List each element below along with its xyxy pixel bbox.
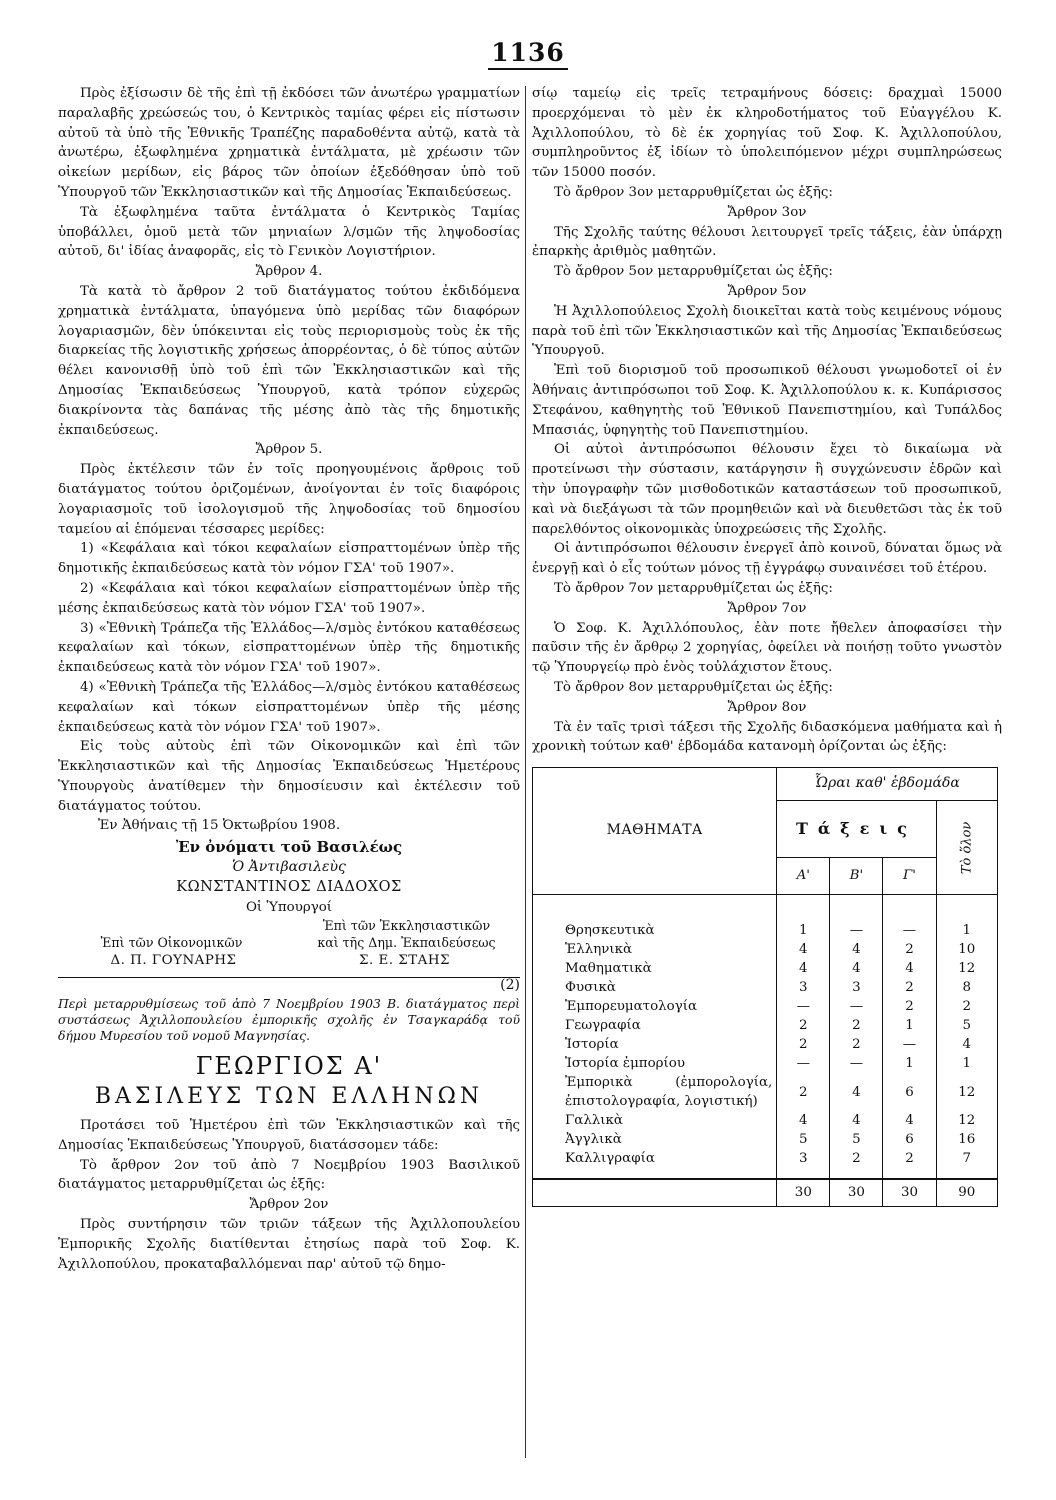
page-number-rule: [488, 68, 568, 70]
subjects-table-wrap: [532, 767, 1002, 1207]
subject-cell: Ἐμπορευματολογία: [533, 997, 777, 1016]
table-row: [533, 1073, 998, 1111]
decree-number: (2): [500, 977, 520, 994]
list-item: 4) «Ἐθνικὴ Τράπεζα τῆς Ἑλλάδος—λ/σμὸς ἐντόκου καταθέσεως κεφαλαίων καὶ τόκων εἰσπραττομένων ὑπὲρ τῆς μέσης ἐκπαιδεύσεως κατὰ τὸν νόμον ΓΣΑ' τοῦ 1907».: [58, 679, 520, 735]
paragraph: Πρὸς ἐκτέλεσιν τῶν ἐν τοῖς προηγουμένοις ἄρθροις τοῦ διατάγματος τούτου ὁριζομένων, ἀνοίγονται ἐν τοῖς διαφόροις λογαριασμοῖς τοῦ ἰσολογισμοῦ τῆς ληψοδοσίας τοῦ δημοσίου ταμείου αἱ ἑπόμεναι τέσσαρες μερίδες:: [58, 462, 520, 537]
hours-header: Ὧραι καθ' ἑβδομάδα: [777, 768, 998, 801]
table-row: [533, 1130, 998, 1149]
class-b-cell: 2: [830, 1035, 883, 1054]
paragraph: Τῆς Σχολῆς ταύτης θέλουσι λειτουργεῖ τρεῖς τάξεις, ἐὰν ὑπάρχῃ ἐπαρκὴς ἀριθμὸς μαθητῶν.: [532, 224, 1002, 260]
class-b-cell: —: [830, 921, 883, 940]
paragraph: Τὸ ἄρθρον 2ον τοῦ ἀπὸ 7 Νοεμβρίου 1903 Βασιλικοῦ διατάγματος μεταρρυθμίζεται ὡς ἑξῆς:: [58, 1157, 520, 1193]
class-b-cell: —: [830, 997, 883, 1016]
paragraph: Οἱ ἀντιπρόσωποι θέλουσιν ἐνεργεῖ ἀπὸ κοινοῦ, δύναται ὅμως νὰ ἐνεργῇ καὶ ὁ εἷς τούτων μόνος τῇ ἐγγράφῳ συναινέσει τοῦ ἑτέρου.: [532, 541, 1002, 577]
table-spacer-row: [533, 895, 998, 922]
column-divider: [525, 86, 526, 1458]
total-cell: 10: [936, 940, 997, 959]
list-item: 1) «Κεφάλαια καὶ τόκοι κεφαλαίων εἰσπραττομένων ὑπὲρ τῆς δημοτικῆς ἐκπαιδεύσεως κατὰ τὸν νόμον ΓΣΑ' τοῦ 1907».: [58, 541, 520, 577]
total-header: [936, 801, 997, 895]
in-name-of-king: Ἐν ὀνόματι τοῦ Βασιλέως: [175, 838, 403, 857]
paragraph: Ἐπὶ τοῦ διορισμοῦ τοῦ προσωπικοῦ θέλουσι γνωμοδοτεῖ οἱ ἐν Ἀθήναις ἀντιπρόσωποι τοῦ Σοφ. Κ. Ἀχιλλοπούλου κ. κ. Κυπάρισσος Στεφάνου, καθηγητὴς τοῦ Ἐθνικοῦ Πανεπιστημίου, καὶ Τυπάλδος Μπασιάς, ὑφηγητὴς τοῦ Πανεπιστημίου.: [532, 363, 1002, 438]
total-cell: 12: [936, 1111, 997, 1130]
class-c-cell: —: [883, 1035, 936, 1054]
ministers-label: Οἱ Ὑπουργοί: [245, 899, 333, 915]
subject-cell: Ἱστορία: [533, 1035, 777, 1054]
paragraph: Τὰ ἐν ταῖς τρισὶ τάξεσι τῆς Σχολῆς διδασκόμενα μαθήματα καὶ ἡ χρονικὴ τούτων καθ' ἑβδομάδα κατανομὴ ὁρίζονται ὡς ἑξῆς:: [532, 719, 1002, 755]
page-number: 1136: [491, 38, 565, 67]
total-cell: 1: [936, 1054, 997, 1073]
class-a-cell: —: [777, 997, 830, 1016]
subject-cell: Ἑλληνικὰ: [533, 940, 777, 959]
total-cell: 16: [936, 1130, 997, 1149]
signature-title: Ἐπὶ τῶν Οἰκονομικῶν: [100, 935, 243, 951]
total-a: 30: [777, 1179, 830, 1207]
decree-title: Περὶ μεταρρυθμίσεως τοῦ ἀπὸ 7 Νοεμβρίου 1903 Β. διατάγματος περὶ συστάσεως Ἀχιλλοπουλείου ἐμπορικῆς σχολῆς ἐν Τσαγκαράδᾳ τοῦ δήμου Μυρεσίου τοῦ νομοῦ Μαγνησίας.: [58, 996, 520, 1044]
list-item: 3) «Ἐθνικὴ Τράπεζα τῆς Ἑλλάδος—λ/σμὸς ἐντόκου καταθέσεως κεφαλαίων καὶ τόκων, εἰσπραττομένων ὑπὲρ τῆς δημοτικῆς ἐκπαιδεύσεως κατὰ τὸν νόμον ΓΣΑ' τοῦ 1907».: [58, 620, 520, 676]
class-c-cell: 4: [883, 959, 936, 978]
article-heading: Ἄρθρον 2ον: [249, 1197, 329, 1213]
class-a-cell: 2: [777, 1073, 830, 1111]
class-b-cell: —: [830, 1054, 883, 1073]
table-row: [533, 921, 998, 940]
paragraph: Τὸ ἄρθρον 3ον μεταρρυθμίζεται ὡς ἑξῆς:: [554, 184, 833, 200]
subjects-header: ΜΑΘΗΜΑΤΑ: [533, 768, 777, 895]
class-b-cell: 4: [830, 1073, 883, 1111]
class-c-cell: 2: [883, 940, 936, 959]
class-a-cell: 3: [777, 978, 830, 997]
table-row: [533, 940, 998, 959]
table-row: [533, 1035, 998, 1054]
total-cell: 12: [936, 959, 997, 978]
class-a-cell: 2: [777, 1016, 830, 1035]
class-a-cell: 4: [777, 940, 830, 959]
paragraph: Ὁ Σοφ. Κ. Ἀχιλλόπουλος, ἐὰν ποτε ἤθελεν ἀποφασίσει τὴν παῦσιν τῆς ἐν ἄρθρῳ 2 χορηγίας, ὀφείλει νὰ ποιήσῃ τοῦτο γνωστὸν τῷ Ὑπουργείῳ πρὸ ἑνὸς τοὐλάχιστον ἔτους.: [532, 620, 1002, 676]
table-total-row: [533, 1179, 998, 1207]
class-b-cell: 4: [830, 940, 883, 959]
class-c-cell: 6: [883, 1073, 936, 1111]
subject-cell: Ἀγγλικὰ: [533, 1130, 777, 1149]
class-a-cell: 5: [777, 1130, 830, 1149]
total-cell: 12: [936, 1073, 997, 1111]
class-b-cell: 4: [830, 1111, 883, 1130]
subject-cell: Ἐμπορικὰ (ἐμπορολογία, ἐπιστολογραφία, λογιστική): [533, 1073, 777, 1111]
class-c-cell: 2: [883, 1149, 936, 1179]
signature-name-right: Σ. Ε. ΣΤΑΗΣ: [359, 953, 450, 969]
class-c-cell: 1: [883, 1016, 936, 1035]
class-b-cell: 2: [830, 1016, 883, 1035]
signature-block: [58, 917, 520, 951]
article-heading: Ἄρθρον 3ον: [727, 204, 807, 220]
paragraph: Τὸ ἄρθρον 7ον μεταρρυθμίζεται ὡς ἑξῆς:: [554, 580, 833, 596]
article-heading: Ἄρθρον 8ον: [727, 699, 807, 715]
class-a-header: Α': [777, 858, 830, 895]
total-cell: 1: [936, 921, 997, 940]
subject-cell: Μαθηματικὰ: [533, 959, 777, 978]
class-c-cell: 4: [883, 1111, 936, 1130]
right-column: [532, 84, 1002, 1207]
table-row: [533, 959, 998, 978]
left-column: [58, 84, 520, 1274]
total-cell: 5: [936, 1016, 997, 1035]
subject-cell: Καλλιγραφία: [533, 1149, 777, 1179]
paragraph: Προτάσει τοῦ Ἡμετέρου ἐπὶ τῶν Ἐκκλησιαστικῶν καὶ τῆς Δημοσίας Ἐκπαιδεύσεως Ὑπουργοῦ, διατάσσομεν τάδε:: [58, 1118, 520, 1153]
article-heading: Ἄρθρον 7ον: [727, 600, 807, 616]
subject-cell: Ἱστορία ἐμπορίου: [533, 1054, 777, 1073]
paragraph: Ἡ Ἀχιλλοπούλειος Σχολὴ διοικεῖται κατὰ τοὺς κειμένους νόμους παρὰ τοῦ ἐπὶ τῶν Ἐκκλησιαστικῶν καὶ τῆς Δημοσίας Ἐκπαιδεύσεως Ὑπουργοῦ.: [532, 303, 1002, 359]
table-row: [533, 978, 998, 997]
table-row: [533, 1016, 998, 1035]
signature-title: καὶ τῆς Δημ. Ἐκπαιδεύσεως: [317, 935, 496, 951]
subject-cell: Γεωγραφία: [533, 1016, 777, 1035]
class-b-header: Β': [830, 858, 883, 895]
class-c-cell: 2: [883, 997, 936, 1016]
total-header-label: Τὸ ὅλον: [958, 821, 974, 874]
article-heading: Ἄρθρον 5ον: [727, 283, 807, 299]
subject-cell: Φυσικὰ: [533, 978, 777, 997]
king-name: ΓΕΩΡΓΙΟΣ Α': [195, 1052, 383, 1081]
signature-name-left: Δ. Π. ΓΟΥΝΑΡΗΣ: [110, 953, 237, 969]
table-row: [533, 1054, 998, 1073]
class-b-cell: 4: [830, 959, 883, 978]
class-b-cell: 5: [830, 1130, 883, 1149]
signature-title: Ἐπὶ τῶν Ἐκκλησιαστικῶν: [322, 918, 491, 934]
class-c-cell: 1: [883, 1054, 936, 1073]
subject-cell: Γαλλικὰ: [533, 1111, 777, 1130]
class-c-cell: 6: [883, 1130, 936, 1149]
table-row: [533, 1111, 998, 1130]
subject-cell: Θρησκευτικὰ: [533, 921, 777, 940]
total-all: 90: [936, 1179, 997, 1207]
total-cell: 4: [936, 1035, 997, 1054]
total-label-cell: [533, 1179, 777, 1207]
dateline: Ἐν Ἀθήναις τῇ 15 Ὀκτωβρίου 1908.: [98, 818, 341, 834]
class-b-cell: 3: [830, 978, 883, 997]
paragraph: Τὸ ἄρθρον 5ον μεταρρυθμίζεται ὡς ἑξῆς:: [554, 264, 833, 280]
total-c: 30: [883, 1179, 936, 1207]
table-row: [533, 997, 998, 1016]
list-item: 2) «Κεφάλαια καὶ τόκοι κεφαλαίων εἰσπραττομένων ὑπὲρ τῆς μέσης ἐκπαιδεύσεως κατὰ τὸν νόμον ΓΣΑ' τοῦ 1907».: [58, 580, 520, 616]
total-b: 30: [830, 1179, 883, 1207]
paragraph: Πρὸς ἐξίσωσιν δὲ τῆς ἐπὶ τῇ ἐκδόσει τῶν ἀνωτέρω γραμματίων παραλαβῆς χρεώσεώς του, ὁ Κεντρικὸς ταμίας φέρει εἰς πίστωσιν αὐτοῦ τὰ ὑπὸ τῆς Ἐθνικῆς Τραπέζης παραδοθέντα αὐτῷ, κατὰ τὰ ἀνωτέρω, ἐξωφλημένα χρηματικὰ ἐντάλματα, μὲ χρέωσιν τῶν οἰκείων μερίδων, εἰς βάρος τῶν ὁποίων ἐξεδόθησαν ὑπὸ τοῦ Ὑπουργοῦ τῶν Ἐκκλησιαστικῶν καὶ τῆς Δημοσίας Ἐκπαιδεύσεως.: [58, 86, 520, 200]
article-heading: Ἄρθρον 4.: [255, 264, 323, 280]
paragraph: Τὰ κατὰ τὸ ἄρθρον 2 τοῦ διατάγματος τούτου ἐκδιδόμενα χρηματικὰ ἐντάλματα, ὑπαγόμενα ὑπὸ μερίδας τῶν διαφόρων λογαριασμῶν, δὲν ὑπόκεινται εἰς τοὺς περιορισμοὺς τοὺς ἐκ τῆς διαρκείας τῆς λογιστικῆς χρήσεως ἀπορρέοντας, ὁ δὲ τύπος αὐτῶν θέλει κανονισθῇ ὑπὸ τοῦ ἐπὶ τῶν Ἐκκλησιαστικῶν καὶ τῆς Δημοσίας Ἐκπαιδεύσεως Ὑπουργοῦ, κατὰ τρόπον εὐχερῶς διακρίνοντα τὰς δαπάνας τῆς μέσης ἀπὸ τὰς τῆς δημοτικῆς ἐκπαιδεύσεως.: [58, 283, 520, 438]
king-title: ΒΑΣΙΛΕΥΣ ΤΩΝ ΕΛΛΗΝΩΝ: [94, 1084, 484, 1110]
class-a-cell: 2: [777, 1035, 830, 1054]
total-cell: 8: [936, 978, 997, 997]
regent-title: Ὁ Ἀντιβασιλεὺς: [232, 859, 346, 876]
signature-names: [58, 951, 520, 971]
paragraph: Πρὸς συντήρησιν τῶν τριῶν τάξεων τῆς Ἀχιλλοπουλείου Ἐμπορικῆς Σχολῆς διατίθενται ἐτησίως παρὰ τοῦ Σοφ. Κ. Ἀχιλλοπούλου, προκαταβαλλόμεναι παρ' αὐτοῦ τῷ δημο-: [58, 1217, 520, 1272]
total-cell: 7: [936, 1149, 997, 1179]
table-row: [533, 1149, 998, 1179]
class-a-cell: 3: [777, 1149, 830, 1179]
class-a-cell: 4: [777, 1111, 830, 1130]
article-heading: Ἄρθρον 5.: [255, 442, 323, 458]
class-c-cell: —: [883, 921, 936, 940]
regent-name: ΚΩΝΣΤΑΝΤΙΝΟΣ ΔΙΑΔΟΧΟΣ: [176, 878, 402, 895]
paragraph: Τὸ ἄρθρον 8ον μεταρρυθμίζεται ὡς ἑξῆς:: [554, 679, 833, 695]
paragraph: Εἰς τοὺς αὐτοὺς ἐπὶ τῶν Οἰκονομικῶν καὶ ἐπὶ τῶν Ἐκκλησιαστικῶν καὶ τῆς Δημοσίας Ἐκπαιδεύσεως Ἡμετέρους Ὑπουργοὺς ἀνατίθεμεν τὴν δημοσίευσιν καὶ ἐκτέλεσιν τοῦ διατάγματος τούτου.: [58, 739, 520, 814]
class-a-cell: —: [777, 1054, 830, 1073]
total-cell: 2: [936, 997, 997, 1016]
paragraph: σίῳ ταμείῳ εἰς τρεῖς τετραμήνους δόσεις: δραχμαὶ 15000 προερχόμεναι τὸ μὲν ἐκ κληροδοτήματος τοῦ Εὐαγγέλου Κ. Ἀχιλλοπούλου, τὸ δὲ ἐκ χορηγίας τοῦ Σοφ. Κ. Ἀχιλλοπούλου, συμπληροῦντος ἐξ ἰδίων τὸ ὑπολειπόμενον μέχρι συμπληρώσεως τῶν 15000 ποσόν.: [532, 86, 1002, 181]
class-a-cell: 4: [777, 959, 830, 978]
classes-header: Τάξεις: [777, 801, 936, 858]
class-c-cell: 2: [883, 978, 936, 997]
class-b-cell: 2: [830, 1149, 883, 1179]
paragraph: Τὰ ἐξωφλημένα ταῦτα ἐντάλματα ὁ Κεντρικὸς Ταμίας ὑποβάλλει, ὁμοῦ μετὰ τῶν μηνιαίων λ/σμῶν τῆς ληψοδοσίας αὐτοῦ, δι' ἰδίας ἀναφορᾶς, εἰς τὸ Γενικὸν Λογιστήριον.: [58, 204, 520, 260]
class-c-header: Γ': [883, 858, 936, 895]
paragraph: Οἱ αὐτοὶ ἀντιπρόσωποι θέλουσιν ἔχει τὸ δικαίωμα νὰ προτείνωσι τὴν σύστασιν, κατάργησιν ἢ συγχώνευσιν ἑδρῶν καὶ τὴν ὑπογραφὴν τῶν μισθοδοτικῶν καταστάσεων τοῦ προσωπικοῦ, καὶ νὰ διεξάγωσι τὰ τῶν προμηθειῶν καὶ νὰ διευθετῶσι τὰς ἐκ τοῦ παρελθόντος οἰκονομικὰς ὑποχρεώσεις τῆς Σχολῆς.: [532, 442, 1002, 537]
subjects-table: [532, 767, 998, 1207]
class-a-cell: 1: [777, 921, 830, 940]
